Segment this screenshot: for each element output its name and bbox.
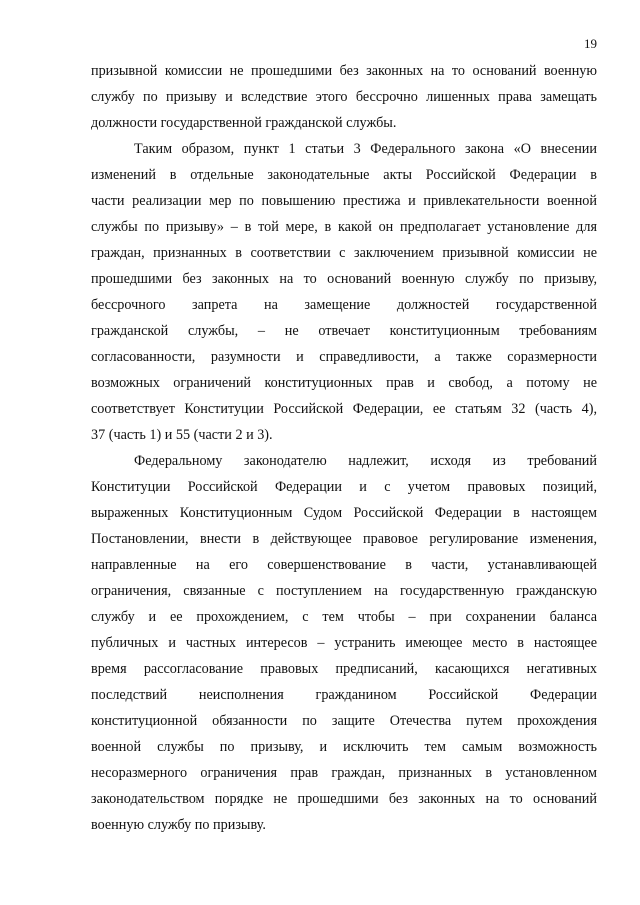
paragraph-legislator-directive (91, 448, 597, 838)
text-line: бессрочного запрета на замещение должностей государственной (91, 297, 597, 313)
text-line: выраженных Конституционным Судом Российской Федерации в настоящем (91, 505, 597, 521)
text-line: 37 (часть 1) и 55 (части 2 и 3). (91, 427, 273, 443)
text-line: ограничения, связанные с поступлением на государственную гражданскую (91, 583, 597, 599)
text-line: службу и ее прохождением, с тем чтобы – при сохранении баланса (91, 609, 597, 625)
text-line: изменений в отдельные законодательные акты Российской Федерации в (91, 167, 597, 183)
text-line: согласованности, разумности и справедливости, а также соразмерности (91, 349, 597, 365)
text-line: Федеральному законодателю надлежит, исходя из требований (134, 453, 597, 469)
page-number: 19 (584, 36, 597, 51)
text-line: конституционной обязанности по защите Отечества путем прохождения (91, 713, 597, 729)
text-line: время рассогласование правовых предписаний, касающихся негативных (91, 661, 597, 677)
text-line: службы по призыву» – в той мере, в какой он предполагает установление для (91, 219, 597, 235)
text-line: гражданской службы, – не отвечает конституционным требованиям (91, 323, 597, 339)
text-line: военную службу по призыву. (91, 817, 266, 833)
text-line: военной службы по призыву, и исключить тем самым возможность (91, 739, 597, 755)
text-line: несоразмерного ограничения прав граждан, признанных в установленном (91, 765, 597, 781)
text-line: направленные на его совершенствование в части, устанавливающей (91, 557, 597, 573)
text-line: должности государственной гражданской службы. (91, 115, 397, 131)
body-text (91, 58, 597, 838)
text-line: возможных ограничений конституционных прав и свобод, а потому не (91, 375, 597, 391)
text-line: Постановлении, внести в действующее правовое регулирование изменения, (91, 531, 597, 547)
text-line: призывной комиссии не прошедшими без законных на то оснований военную (91, 63, 597, 79)
text-line: соответствует Конституции Российской Федерации, ее статьям 32 (часть 4), (91, 401, 597, 417)
paragraph-continuation (91, 58, 597, 136)
paragraph-conclusion (91, 136, 597, 448)
text-line: последствий неисполнения гражданином Российской Федерации (91, 687, 597, 703)
text-line: прошедшими без законных на то оснований военную службу по призыву, (91, 271, 597, 287)
text-line: законодательством порядке не прошедшими без законных на то оснований (91, 791, 597, 807)
text-line: граждан, признанных в соответствии с заключением призывной комиссии не (91, 245, 597, 261)
text-line: службу по призыву и вследствие этого бессрочно лишенных права замещать (91, 89, 597, 105)
text-line: части реализации мер по повышению престижа и привлекательности военной (91, 193, 597, 209)
text-line: Таким образом, пункт 1 статьи 3 Федерального закона «О внесении (134, 141, 597, 157)
text-line: публичных и частных интересов – устранить имеющее место в настоящее (91, 635, 597, 651)
text-line: Конституции Российской Федерации и с учетом правовых позиций, (91, 479, 597, 495)
